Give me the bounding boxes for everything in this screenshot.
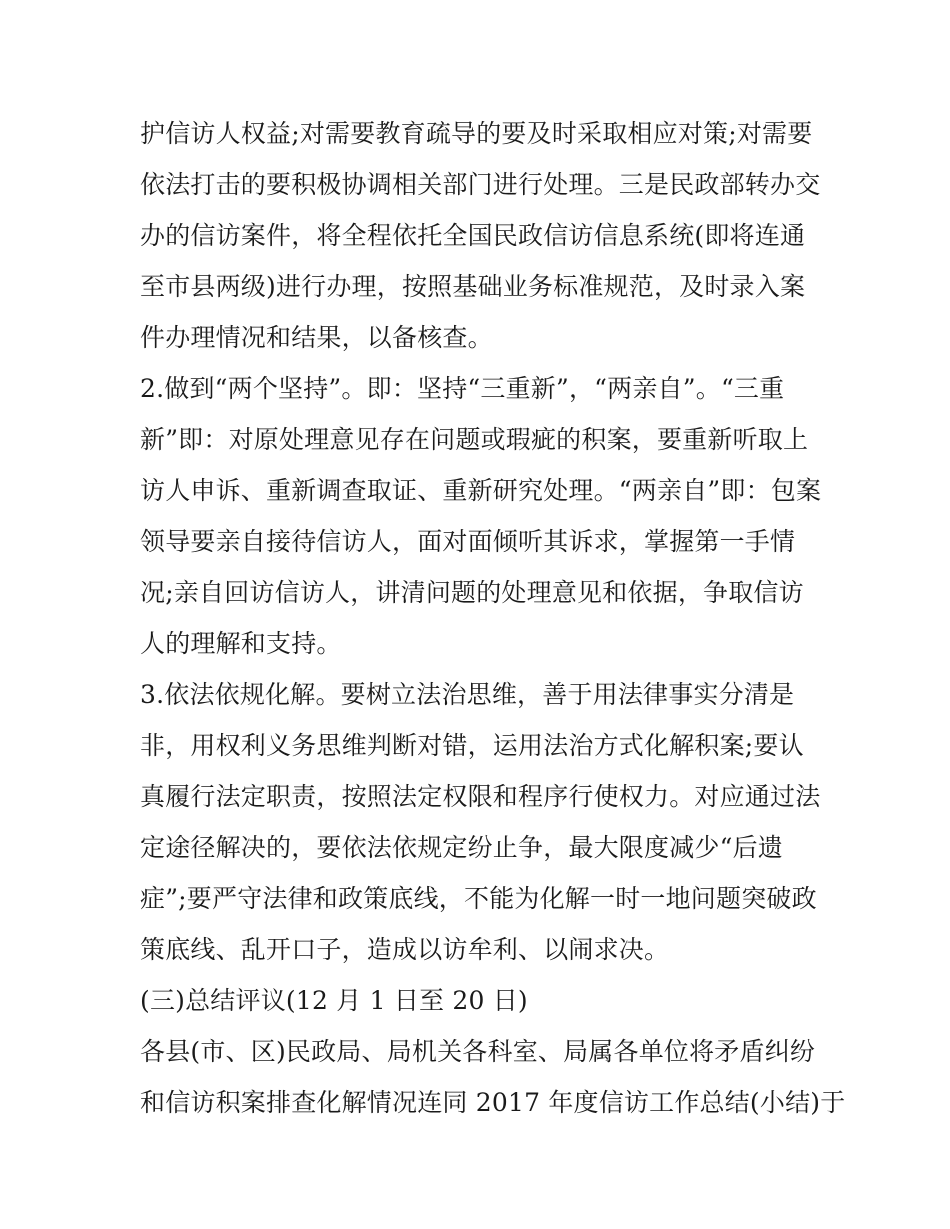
text-line: 人的理解和支持。 [140,629,342,658]
document-body [140,108,846,1128]
section-heading-3: 3.依法依规化解。要树立法治思维，善于用法律事实分清是 [140,680,795,709]
text-line: 各县(市、区)民政局、局机关各科室、局属各单位将矛盾纠纷 [140,1037,816,1066]
text-line: 办的信访案件，将全程依托全国民政信访信息系统(即将连通 [140,221,806,250]
text-line: 件办理情况和结果，以备核查。 [140,323,493,352]
text-line: 非，用权利义务思维判断对错，运用法治方式化解积案;要认 [140,731,804,760]
text-line: 况;亲自回访信访人，讲清问题的处理意见和依据，争取信访 [140,578,804,607]
text-line: 访人申诉、重新调查取证、重新研究处理。“两亲自”即：包案 [140,476,822,505]
text-line: 定途径解决的，要依法依规定纷止争，最大限度减少“后遗 [140,833,783,862]
text-line: 至市县两级)进行办理，按照基础业务标准规范，及时录入案 [140,272,806,301]
text-line: 和信访积案排查化解情况连同 2017 年度信访工作总结(小结)于 [140,1088,846,1117]
subsection-heading: (三)总结评议(12 月 1 日至 20 日) [140,986,528,1015]
text-line: 护信访人权益;对需要教育疏导的要及时采取相应对策;对需要 [140,119,813,148]
text-line: 策底线、乱开口子，造成以访牟利、以闹求决。 [140,935,670,964]
text-line: 新”即：对原处理意见存在问题或瑕疵的积案，要重新听取上 [140,425,809,454]
text-line: 领导要亲自接待信访人，面对面倾听其诉求，掌握第一手情 [140,527,796,556]
section-heading-2: 2.做到“两个坚持”。即：坚持“三重新”，“两亲自”。“三重 [140,374,785,403]
text-line: 真履行法定职责，按照法定权限和程序行使权力。对应通过法 [140,782,821,811]
text-line: 症”;要严守法律和政策底线，不能为化解一时一地问题突破政 [140,884,817,913]
text-line: 依法打击的要积极协调相关部门进行处理。三是民政部转办交 [140,170,821,199]
